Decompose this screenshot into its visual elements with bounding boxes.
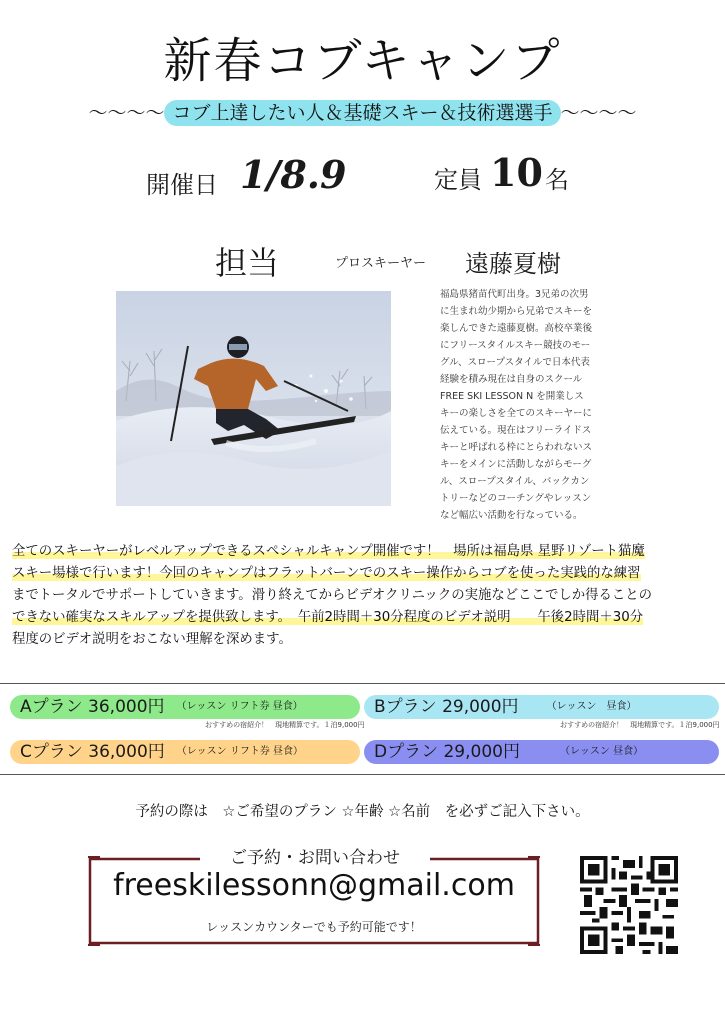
plan-a-name: Aプラン 36,000円 bbox=[20, 697, 165, 717]
subtitle-highlight: コブ上達したい人＆基礎スキー＆技術選選手 bbox=[164, 100, 560, 126]
capacity-value: 10 bbox=[490, 150, 543, 195]
plan-a-detail: （レッスン リフト券 昼食） bbox=[176, 701, 303, 712]
divider-bottom bbox=[0, 774, 725, 775]
reservation-instructions: 予約の際は ☆ご希望のプラン ☆年齢 ☆名前 を必ずご記入下さい。 bbox=[135, 804, 590, 820]
subtitle-wave-left: 〜〜〜〜 bbox=[88, 102, 165, 124]
instructor-role: プロスキーヤー bbox=[335, 256, 427, 271]
plan-d-detail: （レッスン 昼食） bbox=[559, 746, 644, 757]
plan-a bbox=[10, 695, 360, 719]
contact-email[interactable]: freeskilessonn@gmail.com bbox=[113, 868, 515, 903]
plan-a-note: おすすめの宿紹介！ 現地精算です。１泊9,000円 bbox=[205, 721, 365, 729]
counter-note: レッスンカウンターでも予約可能です！ bbox=[206, 920, 422, 934]
description-line-5: 程度のビデオ説明をおこない理解を深めます。 bbox=[12, 632, 292, 647]
plan-b-name: Bプラン 29,000円 bbox=[374, 697, 519, 717]
plan-c-name: Cプラン 36,000円 bbox=[20, 742, 165, 762]
instructor-name: 遠藤夏樹 bbox=[465, 250, 561, 278]
event-description bbox=[12, 541, 717, 651]
description-line-2: スキー場様で行います！今回のキャンプはフラットバーンでのスキー操作からコブを使った実践的な練習 bbox=[12, 566, 641, 581]
skier-photo bbox=[116, 291, 391, 506]
date-label: 開催日 bbox=[146, 171, 218, 199]
plan-c bbox=[10, 740, 360, 764]
qr-code-icon[interactable] bbox=[580, 856, 678, 954]
subtitle bbox=[0, 98, 725, 125]
subtitle-wave-right: 〜〜〜〜 bbox=[560, 102, 637, 124]
charge-label: 担当 bbox=[215, 244, 280, 282]
description-line-1: 全てのスキーヤーがレベルアップできるスペシャルキャンプ開催です！ 場所は福島県 星野リゾート猫魔 bbox=[12, 544, 645, 559]
page-title: 新春コブキャンプ bbox=[163, 33, 562, 89]
date-value: 1/8.9 bbox=[240, 152, 347, 197]
plan-b-note: おすすめの宿紹介！ 現地精算です。１泊9,000円 bbox=[560, 721, 720, 729]
instructor-bio: 福島県猪苗代町出身。3兄弟の次男に生まれ幼少期から兄弟でスキーを楽しんできた遠藤夏樹。高校卒業後にフリースタイルスキー競技のモーグル、スロープスタイルで日本代表経験を積み現在は自身のスクール FREE SKI LESSON N を開業しスキーの楽しさを全てのスキーヤーに伝えている。現在はフリーライドスキーと呼ばれる枠にとらわれないスキーをメインに活動しながらモーグル、スロープスタイル、バックカントリーなどのコーチングやレッスンなど幅広い活動を行なっている。 bbox=[440, 289, 593, 521]
description-line-3: までトータルでサポートしていきます。滑り終えてからビデオクリニックの実施などここでしか得ることの bbox=[12, 588, 653, 603]
plan-d-name: Dプラン 29,000円 bbox=[374, 742, 520, 762]
plan-d bbox=[364, 740, 719, 764]
plan-c-detail: （レッスン リフト券 昼食） bbox=[176, 746, 304, 757]
capacity-unit: 名 bbox=[545, 166, 569, 194]
contact-title: ご予約・お問い合わせ bbox=[200, 843, 430, 868]
plan-b-detail: （レッスン 昼食） bbox=[546, 701, 637, 712]
divider-top bbox=[0, 683, 725, 684]
plan-b bbox=[364, 695, 719, 719]
capacity-label: 定員 bbox=[434, 166, 482, 194]
description-line-4: できない確実なスキルアップを提供致します。 午前2時間＋30分程度のビデオ説明 午後2時間＋30分 bbox=[12, 610, 644, 625]
